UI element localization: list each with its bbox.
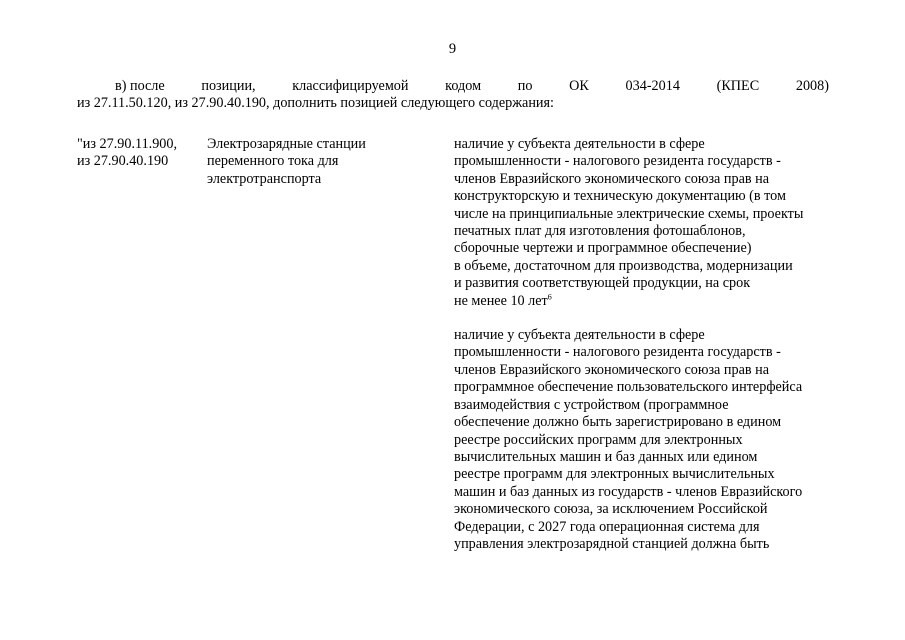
code-line: "из 27.90.11.900, (77, 136, 178, 152)
requirement-line: промышленности - налогового резидента государств - (454, 153, 781, 170)
intro-line-2: из 27.11.50.120, из 27.90.40.190, дополнить позицией следующего содержания: (77, 95, 554, 112)
intro-word: 2008) (795, 78, 829, 94)
requirement-line: числе на принципиальные электрические схемы, проекты (454, 205, 804, 222)
requirement-line: реестре программ для электронных вычислительных (454, 466, 775, 483)
requirement-line: промышленности - налогового резидента государств - (454, 344, 781, 361)
intro-word: в) после (115, 78, 165, 94)
requirement-line: взаимодействия с устройством (программное (454, 396, 729, 413)
requirement-line: в объеме, достаточном для производства, модернизации (454, 257, 793, 274)
intro-word: по (517, 78, 533, 94)
intro-paragraph (77, 78, 829, 113)
code-line: из 27.90.40.190 (77, 153, 169, 170)
intro-line-1 (77, 78, 829, 95)
product-name-line: переменного тока для (207, 153, 339, 170)
requirement-line: членов Евразийского экономического союза прав на (454, 170, 770, 187)
requirement-line: сборочные чертежи и программное обеспечение) (454, 240, 752, 257)
requirement-line: обеспечение должно быть зарегистрировано в едином (454, 414, 782, 431)
requirement-line: вычислительных машин и баз данных или едином (454, 448, 758, 465)
requirement-line: машин и баз данных из государств - членов Евразийского (454, 483, 803, 500)
page-number: 9 (448, 41, 457, 57)
intro-word: (КПЕС (716, 78, 760, 94)
requirement-last-text: не менее 10 лет (454, 292, 548, 309)
intro-word: ОК (569, 78, 589, 94)
requirement-line: экономического союза, за исключением Российской (454, 501, 768, 518)
requirement-line: конструкторскую и техническую документацию (в том (454, 188, 786, 205)
requirements-column (454, 136, 844, 553)
intro-word: кодом (445, 78, 482, 94)
requirement-line: программное обеспечение пользовательского интерфейса (454, 379, 803, 396)
requirement-last-line (454, 293, 844, 310)
product-name-column (207, 136, 407, 188)
requirement-line: наличие у субъекта деятельности в сфере (454, 136, 705, 152)
requirement-line: и развития соответствующей продукции, на срок (454, 275, 751, 292)
product-name-line: Электрозарядные станции (207, 136, 366, 152)
intro-word: позиции, (201, 78, 256, 94)
requirement-line: управления электрозарядной станцией должна быть (454, 535, 770, 552)
intro-word: 034-2014 (625, 78, 680, 94)
intro-word: классифицируемой (292, 78, 409, 94)
requirement-line: реестре российских программ для электронных (454, 431, 743, 448)
requirement-software (454, 327, 844, 553)
requirement-line: Федерации, с 2027 года операционная система для (454, 518, 760, 535)
requirement-design-documentation (454, 136, 844, 310)
requirement-line: печатных плат для изготовления фотошаблонов, (454, 223, 746, 240)
requirement-line: членов Евразийского экономического союза прав на (454, 361, 770, 378)
footnote-marker: 6 (547, 291, 552, 301)
codes-column (77, 136, 202, 171)
requirement-line: наличие у субъекта деятельности в сфере (454, 327, 705, 344)
product-name-line: электротранспорта (207, 170, 322, 187)
